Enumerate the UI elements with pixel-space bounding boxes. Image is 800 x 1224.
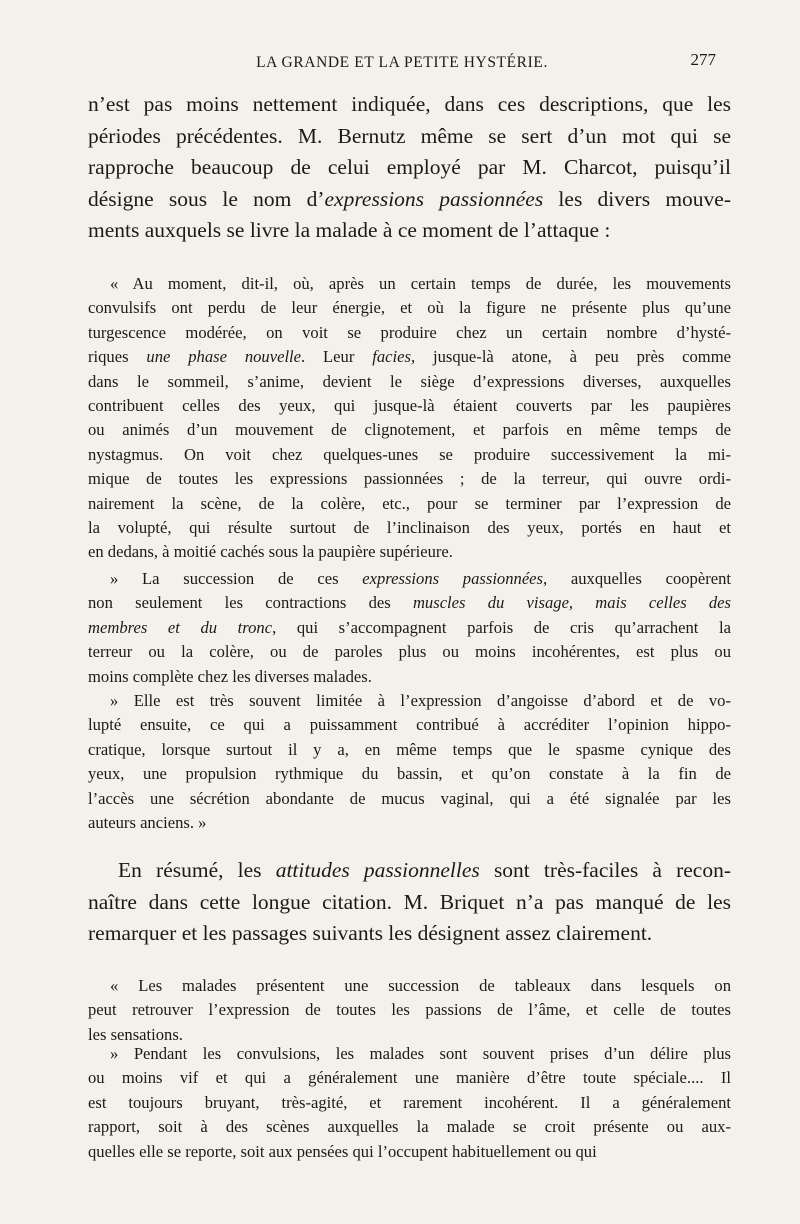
text-segment: les divers mouve- bbox=[543, 186, 731, 211]
text-line: « Les malades présentent une succession de tableaux dans lesquels on bbox=[110, 976, 731, 995]
italic-phrase: attitudes passionnelles bbox=[275, 858, 480, 882]
text-line: ments auxquels se livre la malade à ce moment de l’attaque : bbox=[88, 218, 611, 243]
text-line: cratique, lorsque surtout il y a, en même temps que le spasme cynique des bbox=[88, 739, 731, 759]
text-segment: En résumé, les bbox=[118, 858, 276, 882]
italic-phrase: une phase nouvelle bbox=[146, 347, 302, 367]
text-line: en dedans, à moitié cachés sous la paupière supérieure. bbox=[88, 542, 453, 562]
text-line bbox=[88, 591, 731, 615]
italic-phrase: facies bbox=[372, 347, 411, 367]
text-line: « Au moment, dit-il, où, après un certain temps de durée, les mouvements bbox=[110, 274, 731, 293]
text-line: est toujours bruyant, très-agité, et rarement incohérent. Il a généralement bbox=[88, 1092, 731, 1112]
text-line: lupté ensuite, ce qui a puissamment contribué à accréditer l’opinion hippo- bbox=[88, 715, 731, 735]
running-title: LA GRANDE ET LA PETITE HYSTÉRIE. bbox=[256, 54, 548, 71]
text-line: nystagmus. On voit chez quelques-unes se produire successivement la mi- bbox=[88, 444, 731, 464]
text-segment: , jusque-là atone, à peu près comme bbox=[410, 347, 731, 367]
quote-bernutz-2 bbox=[88, 567, 731, 689]
text-line: l’accès une sécrétion abondante de mucus vaginal, qui a été signalée par les bbox=[88, 788, 731, 808]
text-line: naître dans cette longue citation. M. Briquet n’a pas manqué de les bbox=[88, 889, 731, 914]
quote-bernutz-3 bbox=[88, 689, 731, 835]
text-line: rapproche beaucoup de celui employé par M. Charcot, puisqu’il bbox=[88, 155, 731, 180]
text-line: » Pendant les convulsions, les malades sont souvent prises d’un délire plus bbox=[110, 1044, 731, 1063]
quote-briquet-1 bbox=[88, 974, 731, 1047]
text-segment: riques bbox=[88, 347, 147, 367]
text-segment: sont très-faciles à recon- bbox=[479, 858, 731, 882]
text-line: » Elle est très souvent limitée à l’expression d’angoisse d’abord et de vo- bbox=[110, 691, 731, 710]
text-segment: désigne sous le nom d’ bbox=[88, 186, 325, 211]
page-header bbox=[88, 50, 716, 74]
text-line bbox=[88, 345, 731, 369]
text-line bbox=[88, 855, 731, 887]
italic-phrase: expressions passionnées bbox=[362, 569, 544, 588]
italic-phrase: expressions passionnées bbox=[324, 186, 544, 211]
text-line: quelles elle se reporte, soit aux pensées qui l’occupent habituellement ou qui bbox=[88, 1141, 597, 1161]
text-line: la volupté, qui résulte surtout de l’inclinaison des yeux, portés en haut et bbox=[88, 518, 731, 538]
text-segment: , auxquelles coopèrent bbox=[543, 569, 731, 588]
text-line: remarquer et les passages suivants les désignent assez clairement. bbox=[88, 921, 653, 946]
text-line: dans le sommeil, s’anime, devient le siège d’expressions diverses, auxquelles bbox=[88, 371, 731, 391]
text-line: auteurs anciens. » bbox=[88, 813, 207, 833]
text-line: nairement la scène, de la colère, etc., pour se terminer par l’expression de bbox=[88, 493, 731, 513]
italic-phrase: membres et du tronc bbox=[88, 617, 273, 637]
text-line: ou moins vif et qui a généralement une manière d’être toute spéciale.... Il bbox=[88, 1068, 731, 1088]
paragraph-1 bbox=[88, 89, 731, 247]
text-line bbox=[88, 184, 731, 216]
quote-briquet-2 bbox=[88, 1042, 731, 1164]
text-line: périodes précédentes. M. Bernutz même se sert d’un mot qui se bbox=[88, 123, 731, 148]
paragraph-2 bbox=[88, 855, 731, 950]
text-line: n’est pas moins nettement indiquée, dans ces descriptions, que les bbox=[88, 92, 731, 116]
quote-bernutz-1 bbox=[88, 272, 731, 565]
text-line: mique de toutes les expressions passionnées ; de la terreur, qui ouvre ordi- bbox=[88, 469, 731, 489]
text-segment: » La succession de ces bbox=[110, 569, 363, 588]
italic-phrase: muscles du visage, mais celles des bbox=[412, 593, 731, 613]
text-line bbox=[88, 616, 731, 640]
text-segment: non seulement les contractions des bbox=[88, 593, 413, 613]
text-segment: . Leur bbox=[301, 347, 373, 367]
text-line: convulsifs ont perdu de leur énergie, et où la figure ne présente plus qu’une bbox=[88, 298, 731, 318]
text-segment: , qui s’accompagnent parfois de cris qu’arrachent la bbox=[272, 617, 731, 637]
page-number: 277 bbox=[690, 50, 716, 69]
text-line: terreur ou la colère, ou de paroles plus ou moins incohérentes, est plus ou bbox=[88, 642, 731, 662]
text-line: rapport, soit à des scènes auxquelles la malade se croit présente ou aux- bbox=[88, 1117, 731, 1137]
text-line: peut retrouver l’expression de toutes les passions de l’âme, et celle de toutes bbox=[88, 1000, 731, 1020]
text-line: yeux, une propulsion rythmique du bassin, et qu’on constate à la fin de bbox=[88, 764, 731, 784]
text-line: turgescence modérée, on voit se produire chez un certain nombre d’hysté- bbox=[88, 322, 731, 342]
text-line bbox=[88, 567, 731, 591]
text-line: moins complète chez les diverses malades. bbox=[88, 666, 372, 686]
text-line: ou animés d’un mouvement de clignotement, et parfois en même temps de bbox=[88, 420, 731, 440]
text-line: contribuent celles des yeux, qui jusque-là étaient couverts par les paupières bbox=[88, 396, 731, 416]
text-line: les sensations. bbox=[88, 1024, 183, 1044]
